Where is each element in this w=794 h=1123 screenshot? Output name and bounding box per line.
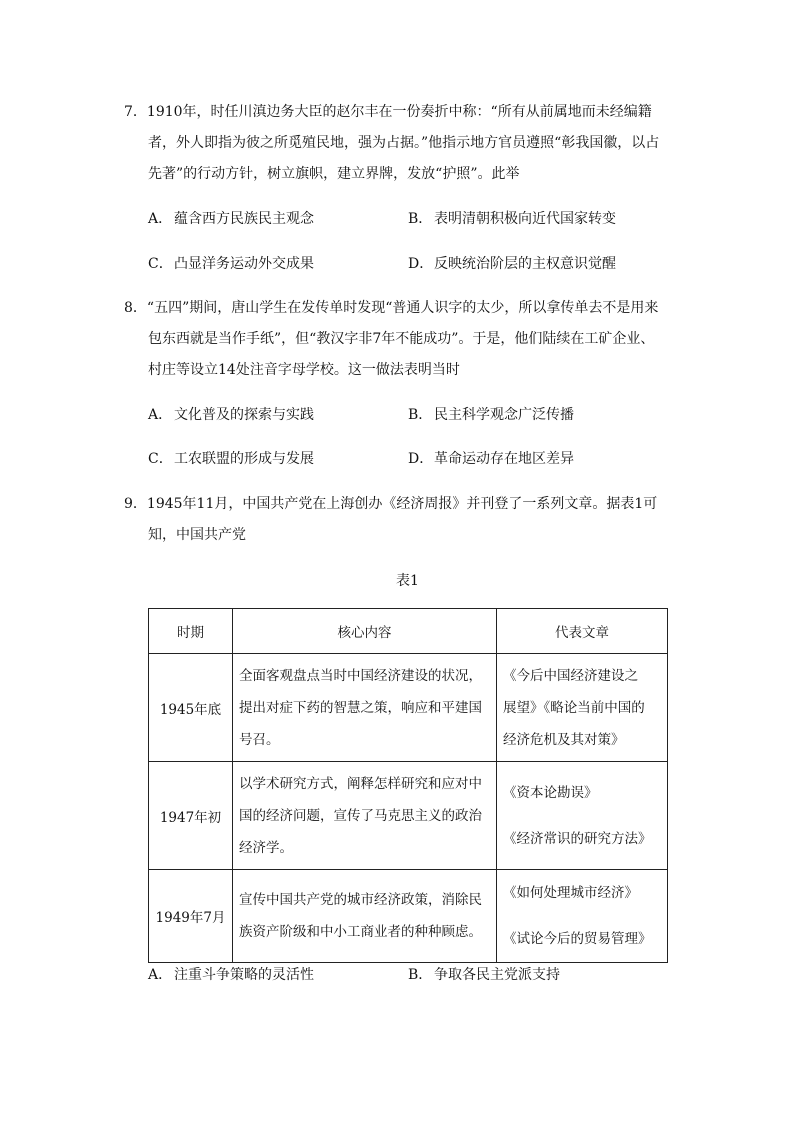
option-letter: D．: [408, 256, 434, 272]
q7-line-1: 7．1910年，时任川滇边务大臣的赵尔丰在一份奏折中称：“所有从前属地而未经编籍: [124, 104, 652, 120]
table-cell-core: [233, 654, 497, 762]
core-line: 国的经济问题，宣传了马克思主义的政治: [239, 807, 482, 824]
table-header-core: 核心内容: [233, 609, 497, 654]
article-line: 《资本论勘误》: [503, 784, 598, 801]
core-line: 提出对症下药的智慧之策，响应和平建国: [239, 699, 482, 716]
q7-option-b: [408, 209, 616, 229]
data-table: [148, 608, 668, 963]
q9-option-a: [148, 965, 314, 985]
option-letter: A．: [148, 967, 173, 983]
table-cell-period: 1949年7月: [149, 870, 233, 963]
q8-line-2: 包东西就是当作手纸”，但“教汉字非7年不能成功”。于是，他们陆续在工矿企业、: [148, 331, 655, 347]
option-text: 民主科学观念广泛传播: [434, 407, 574, 423]
q8-option-c: [148, 449, 314, 469]
q8-option-d: [408, 449, 574, 469]
q8-line-1: 8．“五四”期间，唐山学生在发传单时发现“普通人识字的太少，所以拿传单去不是用来: [124, 300, 659, 316]
table-cell-core: [233, 870, 497, 963]
q8-option-a: [148, 405, 314, 425]
table-cell-period: 1947年初: [149, 762, 233, 870]
table-cell-articles: [497, 870, 668, 963]
article-line: 展望》《略论当前中国的: [503, 699, 645, 716]
q7-option-d: [408, 254, 616, 274]
table-row: [149, 870, 668, 963]
q8-line-3: 村庄等设立14处注音字母学校。这一做法表明当时: [148, 362, 460, 378]
option-letter: C．: [148, 256, 173, 272]
option-text: 文化普及的探索与实践: [174, 407, 314, 423]
article-line: 经济危机及其对策》: [503, 731, 625, 748]
option-text: 蕴含西方民族民主观念: [174, 211, 314, 227]
q7-option-c: [148, 254, 314, 274]
article-line: 《经济常识的研究方法》: [503, 830, 652, 847]
option-letter: A．: [148, 407, 173, 423]
option-text: 表明清朝积极向近代国家转变: [434, 211, 616, 227]
table-row: [149, 762, 668, 870]
q7-line-3: 先著”的行动方针，树立旗帜，建立界牌，发放“护照”。此举: [148, 166, 520, 182]
option-text: 凸显洋务运动外交成果: [174, 256, 314, 272]
option-text: 革命运动存在地区差异: [434, 451, 574, 467]
table-header-articles: 代表文章: [497, 609, 668, 654]
core-line: 号召。: [239, 731, 280, 748]
article-line: 《试论今后的贸易管理》: [503, 931, 652, 947]
option-letter: D．: [408, 451, 434, 467]
core-line: 族资产阶级和中小工商业者的种种顾虑。: [239, 924, 482, 940]
table-cell-period: 1945年底: [149, 654, 233, 762]
option-letter: C．: [148, 451, 173, 467]
option-letter: B．: [408, 211, 433, 227]
core-line: 宣传中国共产党的城市经济政策，消除民: [239, 892, 482, 908]
q9-option-b: [408, 965, 560, 985]
article-line: 《今后中国经济建设之: [503, 667, 638, 684]
option-text: 注重斗争策略的灵活性: [174, 967, 314, 983]
article-line: 《如何处理城市经济》: [503, 885, 638, 901]
core-line: 全面客观盘点当时中国经济建设的状况，: [239, 667, 482, 684]
table-header-row: [149, 609, 668, 654]
table-caption: 表1: [396, 573, 419, 589]
table-header-period: 时期: [149, 609, 233, 654]
core-line: 以学术研究方式，阐释怎样研究和应对中: [239, 775, 482, 792]
core-line: 经济学。: [239, 839, 293, 856]
q9-line-1: 9．1945年11月，中国共产党在上海创办《经济周报》并刊登了一系列文章。据表1可: [124, 496, 658, 512]
q7-line-2: 者，外人即指为彼之所觅殖民地，强为占据。”他指示地方官员遵照“彰我国徽，以占: [148, 135, 660, 151]
option-text: 争取各民主党派支持: [434, 967, 560, 983]
option-text: 反映统治阶层的主权意识觉醒: [434, 256, 616, 272]
table-cell-articles: [497, 762, 668, 870]
table-cell-core: [233, 762, 497, 870]
table-cell-articles: [497, 654, 668, 762]
q7-option-a: [148, 209, 314, 229]
option-letter: B．: [408, 407, 433, 423]
q9-line-2: 知，中国共产党: [148, 527, 246, 543]
q8-option-b: [408, 405, 574, 425]
option-letter: A．: [148, 211, 173, 227]
option-text: 工农联盟的形成与发展: [174, 451, 314, 467]
table-row: [149, 654, 668, 762]
option-letter: B．: [408, 967, 433, 983]
